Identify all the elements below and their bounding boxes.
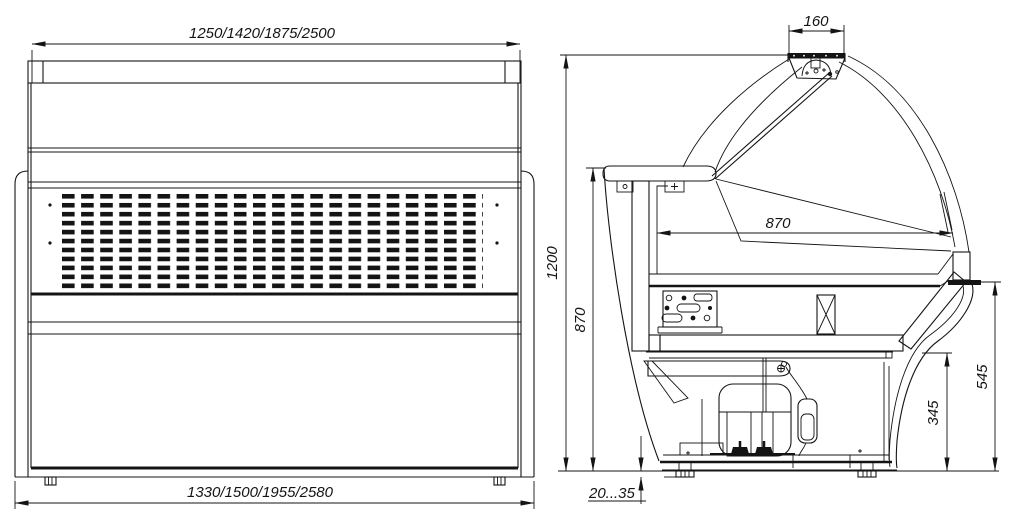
front-cladding-panel-outer: [896, 284, 973, 468]
dimension-base-height: [922, 353, 952, 471]
front-view: [15, 25, 534, 509]
dim-bottom-length-label: 1330/1500/1955/2580: [187, 484, 333, 501]
dim-overall-height-label: 1200: [544, 246, 561, 280]
dim-display-depth-label: 870: [765, 215, 791, 232]
display-deck: [649, 179, 953, 286]
canopy-section: [788, 53, 845, 79]
right-side-cheek: [521, 171, 534, 477]
bottom-insulation-slab: [660, 335, 903, 351]
glass-strut: [712, 72, 832, 179]
dimension-bottom-length: [15, 481, 534, 509]
receiver-drier: [782, 362, 818, 457]
side-view: [544, 13, 1001, 504]
dim-canopy-width-label: 160: [803, 13, 829, 30]
front-sill-insulation: [953, 252, 970, 280]
dim-base-height-label: 345: [925, 400, 942, 426]
perforated-bracket: [658, 291, 722, 333]
ventilation-grille: [62, 194, 483, 291]
dim-front-height-label: 545: [974, 364, 991, 390]
worktop-slab: [603, 166, 716, 181]
curved-glass: [683, 56, 969, 252]
machine-compartment: [644, 352, 897, 477]
dim-feet-adjust-label: 20...35: [589, 485, 635, 502]
canopy-bar: [28, 61, 521, 83]
dim-worktop-height-label: 870: [572, 307, 589, 333]
dim-top-length-label: 1250/1420/1875/2500: [189, 25, 335, 42]
side-feet: [676, 462, 876, 477]
dimension-display-depth: [657, 215, 953, 233]
left-side-cheek: [15, 171, 28, 477]
worktop-mount-blocks: [617, 181, 684, 274]
condensate-tray: [648, 361, 790, 376]
compressor: [710, 358, 795, 456]
cross-braced-box: [817, 295, 835, 334]
sill-nose-cap: [948, 280, 981, 285]
front-cladding-panel-inner: [889, 286, 963, 467]
dimension-worktop-height: [572, 168, 606, 471]
lamp-housing: [789, 58, 845, 79]
rear-insulation-wall: [632, 181, 649, 351]
tray-support-bracket: [644, 361, 688, 403]
dimension-canopy-width: [789, 13, 844, 57]
dimension-top-length: [32, 25, 520, 83]
dimension-front-height: [974, 282, 1001, 471]
dimension-overall-height: [544, 55, 566, 471]
